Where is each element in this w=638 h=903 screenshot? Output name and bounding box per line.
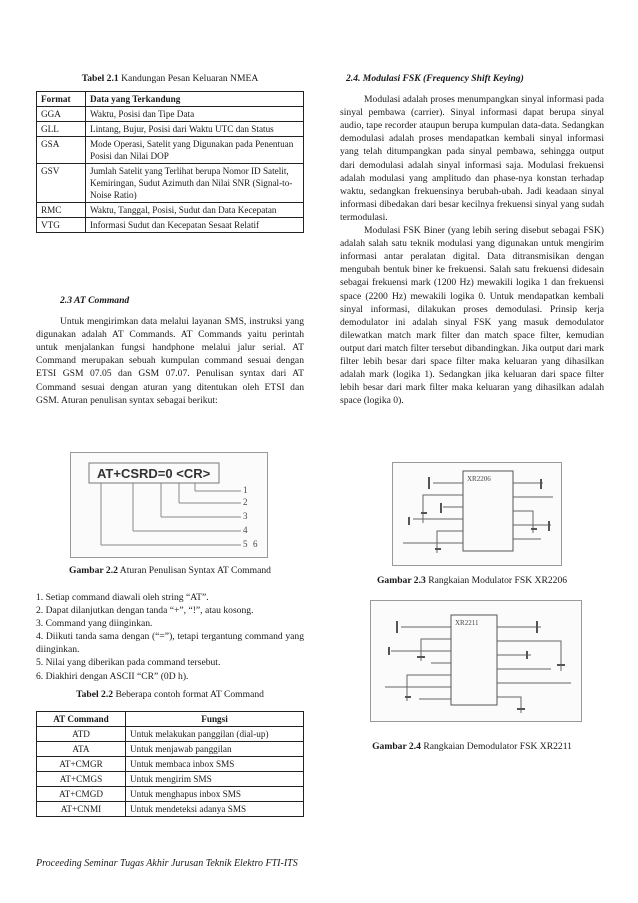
section-paragraph: Untuk mengirimkan data melalui layanan SMS, instruksi yang digunakan adalah AT Commands. AT Commands yaitu perintah untuk menjalankan fungsi handphone melalui jalur serial. AT Command merupakan sebuah kumpulan command sesuai dengan ETSI GSM 07.05 dan GSM 07.07. Penulisan syntax dari AT Command sesuai dengan aturan yang ditentukan oleh ETSI dan GSM. Aturan penulisan syntax sebagai berikut:: [36, 316, 304, 406]
left-column: [36, 72, 304, 233]
table-cell: GLL: [37, 122, 86, 137]
table-header: Format: [37, 92, 86, 107]
table-cell: AT+CMGS: [37, 772, 126, 787]
table-cell: GSV: [37, 164, 86, 203]
table-row: [37, 787, 304, 802]
figure-caption-text: Rangkaian Demodulator FSK XR2211: [423, 741, 572, 752]
section-paragraph: Modulasi adalah proses menumpangkan sinyal informasi pada sinyal pembawa (carrier). Sinyal informasi dapat berupa sinyal audio, tape recorder ataupun berupa kumpulan data-data. Sedangkan demodulasi adalah proses mendapatkan kembali sinyal informasi yang telah ditumpangkan pada sinyal pembawa, sehingga output dari demodulasi adalah sinyal informasi saja. Modulasi frekuensi adalah modulasi yang amplitudo dan phase-nya konstan terhadap waktu, sedangkan frekuensinya berubah-ubah. Jadi keadaan sinyal informasi dibedakan dari besar kecilnya frekuensi sinyal yang sudah termodulasi.: [340, 94, 604, 223]
figure-caption-num: Gambar 2.2: [69, 565, 118, 576]
table-cell: AT+CNMI: [37, 802, 126, 817]
figure-caption-text: Rangkaian Modulator FSK XR2206: [428, 575, 568, 586]
table-cell: Untuk mengirim SMS: [126, 772, 304, 787]
demodulator-circuit-figure: [370, 600, 582, 722]
mark-label: 5: [243, 539, 248, 549]
page-footer: Proceeding Seminar Tugas Akhir Jurusan Teknik Elektro FTI-ITS: [36, 858, 298, 869]
table2-block: [36, 688, 304, 817]
table-header: Data yang Terkandung: [86, 92, 304, 107]
table-cell: Jumlah Satelit yang Terlihat berupa Nomor ID Satelit, Kemiringan, Sudut Azimuth dan Nilai SNR (Signal-to-Noise Ratio): [86, 164, 304, 203]
at-command-table: [36, 711, 304, 817]
section-heading: 2.3 AT Command: [60, 295, 130, 306]
list-item: 4. Diikuti tanda sama dengan (“=”), tetapi tergantung command yang diinginkan.: [36, 631, 304, 656]
table-header-row: [37, 712, 304, 727]
table-row: [37, 772, 304, 787]
table1-caption-num: Tabel 2.1: [81, 73, 119, 84]
syntax-text: AT+CSRD=0 <CR>: [97, 466, 211, 481]
section-2-3: [36, 294, 304, 407]
table-header: Fungsi: [126, 712, 304, 727]
table-cell: ATA: [37, 742, 126, 757]
figure-caption-num: Gambar 2.3: [376, 575, 426, 586]
table-row: [37, 757, 304, 772]
figure-caption-text: Aturan Penulisan Syntax AT Command: [119, 565, 271, 576]
modulator-schematic: [393, 463, 561, 565]
table-cell: Untuk menjawab panggilan: [126, 742, 304, 757]
table1-caption-text: Kandungan Pesan Keluaran NMEA: [121, 73, 259, 84]
at-syntax-figure: [70, 452, 268, 558]
table-row: [37, 137, 304, 164]
table1-caption: [36, 72, 304, 85]
table-row: [37, 164, 304, 203]
section-heading: 2.4. Modulasi FSK (Frequency Shift Keying): [346, 73, 524, 84]
table-cell: Untuk melakukan panggilan (dial-up): [126, 727, 304, 742]
mark-label: 6: [253, 539, 258, 549]
table2-caption: [36, 688, 304, 701]
list-item: 2. Dapat dilanjutkan dengan tanda “+”, “!”, atau kosong.: [36, 605, 254, 617]
table-row: [37, 203, 304, 218]
figure-2-3-caption: [340, 574, 604, 587]
mark-label: 2: [243, 497, 248, 507]
list-item: 5. Nilai yang diberikan pada command tersebut.: [36, 657, 221, 669]
table-cell: Untuk menghapus inbox SMS: [126, 787, 304, 802]
mark-label: 1: [243, 485, 248, 495]
mark-label: 3: [243, 511, 248, 521]
table2-caption-num: Tabel 2.2: [76, 689, 114, 700]
modulator-circuit-figure: [392, 462, 562, 566]
section-2-4: [340, 72, 604, 407]
chip-label: XR2206: [467, 475, 491, 483]
table-cell: RMC: [37, 203, 86, 218]
section-paragraph: Modulasi FSK Biner (yang lebih sering disebut sebagai FSK) adalah salah satu teknik modulasi yang digunakan untuk mengirim informasi antar peralatan digital. Data ditransmisikan dengan mengubah bentuk biner ke frekuensi. Salah satu frekuensi didesain sebagai frekuensi mark (1200 Hz) mewakili logika 1 dan frekuensi space (2200 Hz) mewakili logika 0. Untuk mendapatkan kembali sinyal informasi, dilakukan proses demodulasi. Prinsip kerja demodulator ini adalah sinyal FSK yang masuk demodulator dilewatkan match mark filter dan match space filter, kemudian output dari match filter tersebut dibandingkan. Jika output dari mark filter lebih besar dari space filter maka keluaran yang dihasilkan adalah mark (logika 1). Sedangkan jika keluaran dari space filter lebih besar dari mark filter maka keluaran yang dihasilkan adalah space (logika 0).: [340, 225, 604, 407]
table-row: [37, 218, 304, 233]
table2-caption-text: Beberapa contoh format AT Command: [115, 689, 264, 700]
chip-label: XR2211: [455, 619, 479, 627]
table-row: [37, 122, 304, 137]
table-header: AT Command: [37, 712, 126, 727]
table-cell: ATD: [37, 727, 126, 742]
table-cell: VTG: [37, 218, 86, 233]
figure-2-2-caption: [36, 564, 304, 577]
nmea-table: [36, 91, 304, 233]
table-cell: GSA: [37, 137, 86, 164]
table-cell: AT+CMGR: [37, 757, 126, 772]
table-row: [37, 107, 304, 122]
table-cell: Waktu, Posisi dan Tipe Data: [86, 107, 304, 122]
table-header-row: [37, 92, 304, 107]
syntax-rules-list: [36, 591, 304, 683]
at-syntax-diagram: [71, 453, 267, 557]
table-cell: Lintang, Bujur, Posisi dari Waktu UTC dan Status: [86, 122, 304, 137]
table-cell: Informasi Sudut dan Kecepatan Sesaat Relatif: [86, 218, 304, 233]
figure-caption-num: Gambar 2.4: [372, 741, 421, 752]
table-cell: Untuk membaca inbox SMS: [126, 757, 304, 772]
table-row: [37, 742, 304, 757]
demodulator-schematic: [371, 601, 581, 721]
table-cell: GGA: [37, 107, 86, 122]
table-row: [37, 802, 304, 817]
table-cell: AT+CMGD: [37, 787, 126, 802]
list-item: 3. Command yang diinginkan.: [36, 618, 153, 630]
table-row: [37, 727, 304, 742]
table-cell: Untuk mendeteksi adanya SMS: [126, 802, 304, 817]
figure-2-4-caption: [340, 740, 604, 753]
table-cell: Mode Operasi, Satelit yang Digunakan pada Penentuan Posisi dan Nilai DOP: [86, 137, 304, 164]
list-item: 6. Diakhiri dengan ASCII “CR” (0D h).: [36, 670, 189, 682]
list-item: 1. Setiap command diawali oleh string “AT”.: [36, 592, 209, 603]
mark-label: 4: [243, 525, 248, 535]
table-cell: Waktu, Tanggal, Posisi, Sudut dan Data Kecepatan: [86, 203, 304, 218]
